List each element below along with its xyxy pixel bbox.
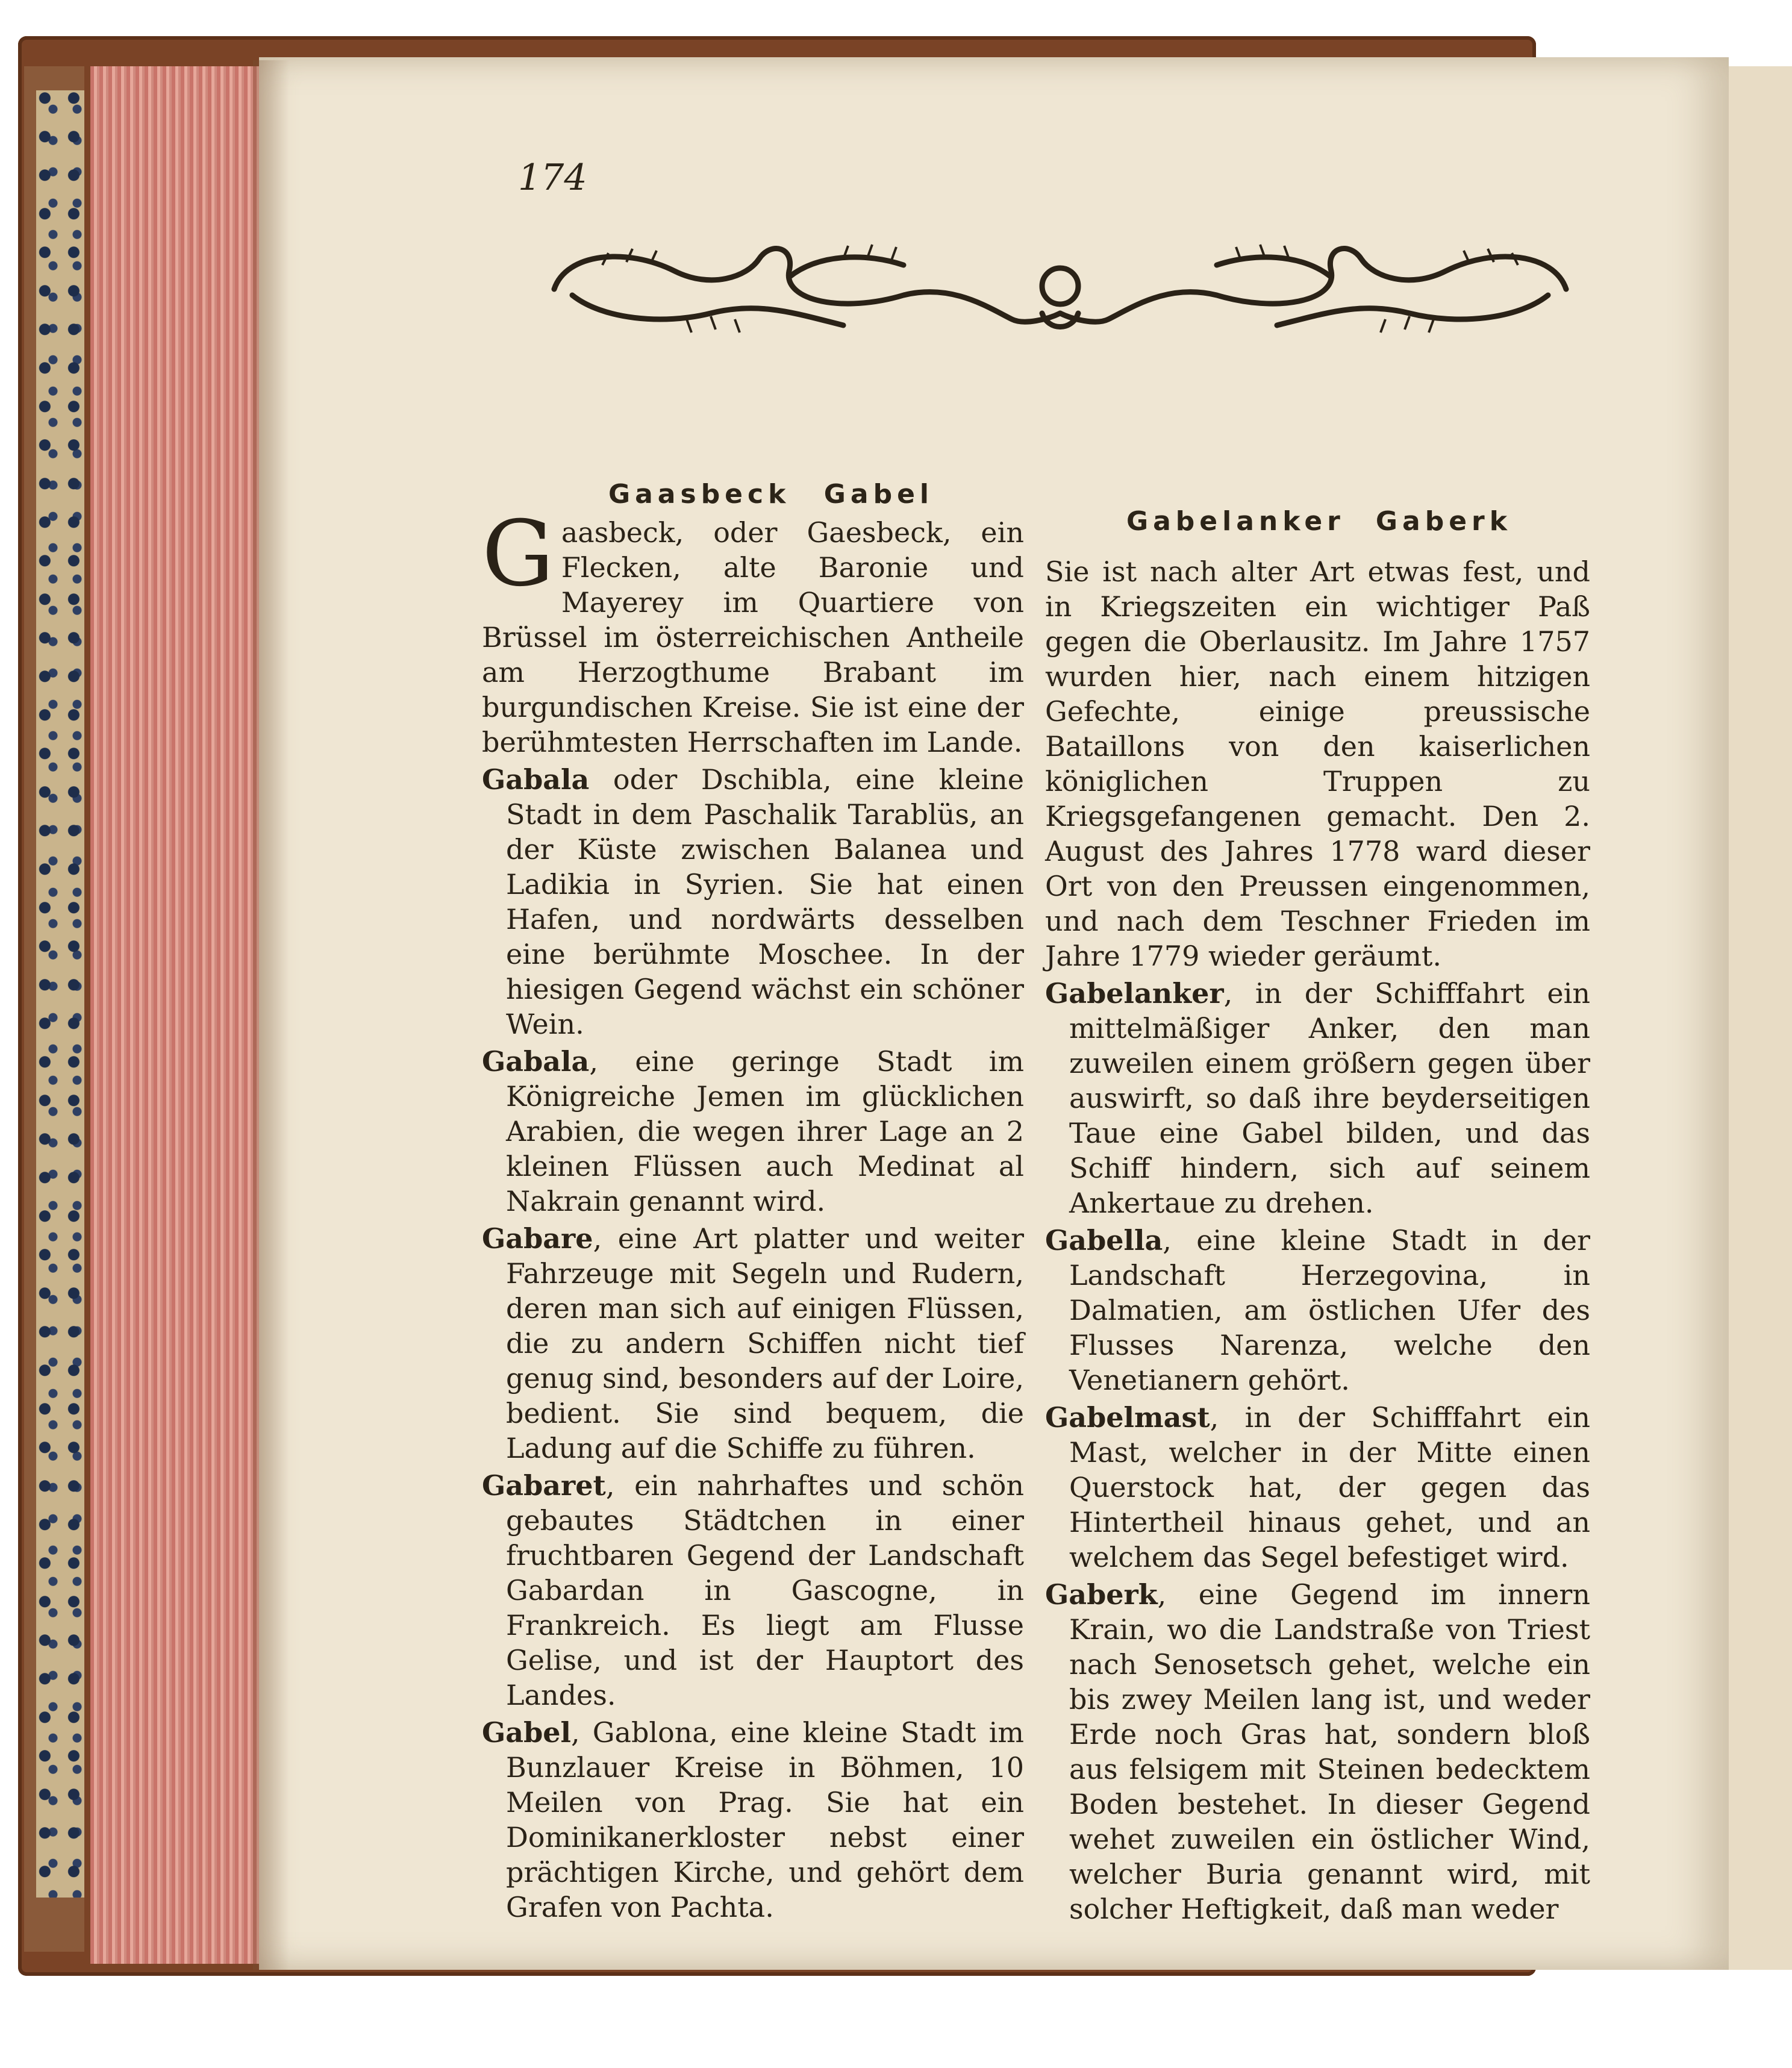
- entry-gabala-1: [482, 762, 1024, 1042]
- left-text-column: [482, 502, 1024, 1927]
- page-number: 174: [518, 157, 587, 199]
- facing-page-edge: [1723, 66, 1792, 1970]
- left-head-last-word: Gabel: [823, 479, 934, 510]
- entry-gaasbeck: [482, 502, 1024, 760]
- entry-gabelanker: [1045, 976, 1590, 1220]
- entry-lemma: Gabala: [482, 1045, 590, 1078]
- entry-text: , in der Schifffahrt ein mittelmäßiger Anker, den man zuweilen einem größern gegen über auswirft, so daß ihre beyderseitigen Taue eine Gabel bilden, und das Schiff hindern, sich auf seinem Ankertaue zu drehen.: [1069, 977, 1590, 1219]
- entry-lemma: Gabaret: [482, 1469, 606, 1502]
- right-head-first-word: Gabelanker: [1126, 506, 1345, 537]
- entry-lemma: Gabare: [482, 1222, 593, 1255]
- marbled-endpaper: [36, 90, 84, 1898]
- drop-cap: G: [482, 502, 554, 607]
- left-column-running-head: [608, 479, 934, 510]
- entry-gabelmast: [1045, 1400, 1590, 1575]
- entry-lemma: Gabelmast: [1045, 1401, 1210, 1434]
- entry-text: , in der Schifffahrt ein Mast, welcher in der Mitte einen Querstock hat, der gegen das Hintertheil hinaus gehet, und an welchem das Segel befestiget wird.: [1069, 1401, 1590, 1573]
- gutter-shadow: [253, 60, 289, 1970]
- left-head-first-word: Gaasbeck: [608, 479, 791, 510]
- entry-text: aasbeck, oder Gaesbeck, ein Flecken, alte Baronie und Mayerey im Quartiere von Brüssel im österreichischen Antheile am Herzogthume Brabant im burgundischen Kreise. Sie ist eine der berühmtesten Herrschaften im Lande.: [482, 516, 1024, 758]
- entry-text: , eine Art platter und weiter Fahrzeuge mit Segeln und Rudern, deren man sich auf einigen Flüssen, die zu andern Schiffen nicht tief genug sind, besonders auf der Loire, bedient. Sie sind bequem, die Ladung auf die Schiffe zu führen.: [506, 1222, 1024, 1464]
- entry-lemma: Gabella: [1045, 1224, 1163, 1257]
- entry-lemma: Gabala: [482, 763, 590, 796]
- right-column-running-head: [1126, 506, 1512, 537]
- entry-text: , Gablona, eine kleine Stadt im Bunzlauer Kreise in Böhmen, 10 Meilen von Prag. Sie hat ein Dominikanerkloster nebst einer prächtigen Kirche, und gehört dem Grafen von Pachta.: [506, 1716, 1024, 1923]
- entry-text: , eine kleine Stadt in der Landschaft Herzegovina, in Dalmatien, am östlichen Ufer des Flusses Narenza, welche den Venetianern gehört.: [1069, 1224, 1590, 1396]
- entry-text: , eine geringe Stadt im Königreiche Jemen im glücklichen Arabien, die wegen ihrer Lage an 2 kleinen Flüssen auch Medinat al Nakrain genannt wird.: [506, 1045, 1024, 1217]
- right-head-last-word: Gaberk: [1375, 506, 1512, 537]
- entry-gabel: [482, 1715, 1024, 1925]
- entry-gaberk: [1045, 1577, 1590, 1926]
- entry-lemma: Gabelanker: [1045, 977, 1224, 1010]
- entry-text: Sie ist nach alter Art etwas fest, und in Kriegszeiten ein wichtiger Paß gegen die Oberlausitz. Im Jahre 1757 wurden hier, nach einem hitzigen Gefechte, einige preussische Bataillons von den kaiserlichen königlichen Truppen zu Kriegsgefangenen gemacht. Den 2. August des Jahres 1778 ward dieser Ort von den Preussen eingenommen, und nach dem Teschner Frieden im Jahre 1779 wieder geräumt.: [1045, 555, 1590, 972]
- entry-text: , eine Gegend im innern Krain, wo die Landstraße von Triest nach Senosetsch gehet, welche ein bis zwey Meilen lang ist, und weder Erde noch Gras hat, sondern bloß aus felsigem mit Steinen bedecktem Boden bestehet. In dieser Gegend wehet zuweilen ein östlicher Wind, welcher Buria genannt wird, mit solcher Heftigkeit, daß man weder: [1069, 1578, 1590, 1925]
- entry-gabel-continued: [1045, 554, 1590, 973]
- entry-gabala-2: [482, 1044, 1024, 1219]
- right-text-column: [1045, 554, 1590, 1929]
- decorative-headpiece-ornament: [530, 229, 1590, 349]
- entry-lemma: Gabel: [482, 1716, 571, 1749]
- entry-gabella: [1045, 1223, 1590, 1398]
- entry-lemma: Gaberk: [1045, 1578, 1158, 1611]
- entry-gabaret: [482, 1468, 1024, 1713]
- entry-text: oder Dschibla, eine kleine Stadt in dem Paschalik Tarablüs, an der Küste zwischen Balanea und Ladikia in Syrien. Sie hat einen Hafen, und nordwärts desselben eine berühmte Moschee. In der hiesigen Gegend wächst ein schöner Wein.: [506, 763, 1024, 1040]
- entry-text: , ein nahrhaftes und schön gebautes Städtchen in einer fruchtbaren Gegend der Landschaft Gabardan in Gascogne, in Frankreich. Es liegt am Flusse Gelise, und ist der Hauptort des Landes.: [506, 1469, 1024, 1711]
- entry-gabare: [482, 1221, 1024, 1466]
